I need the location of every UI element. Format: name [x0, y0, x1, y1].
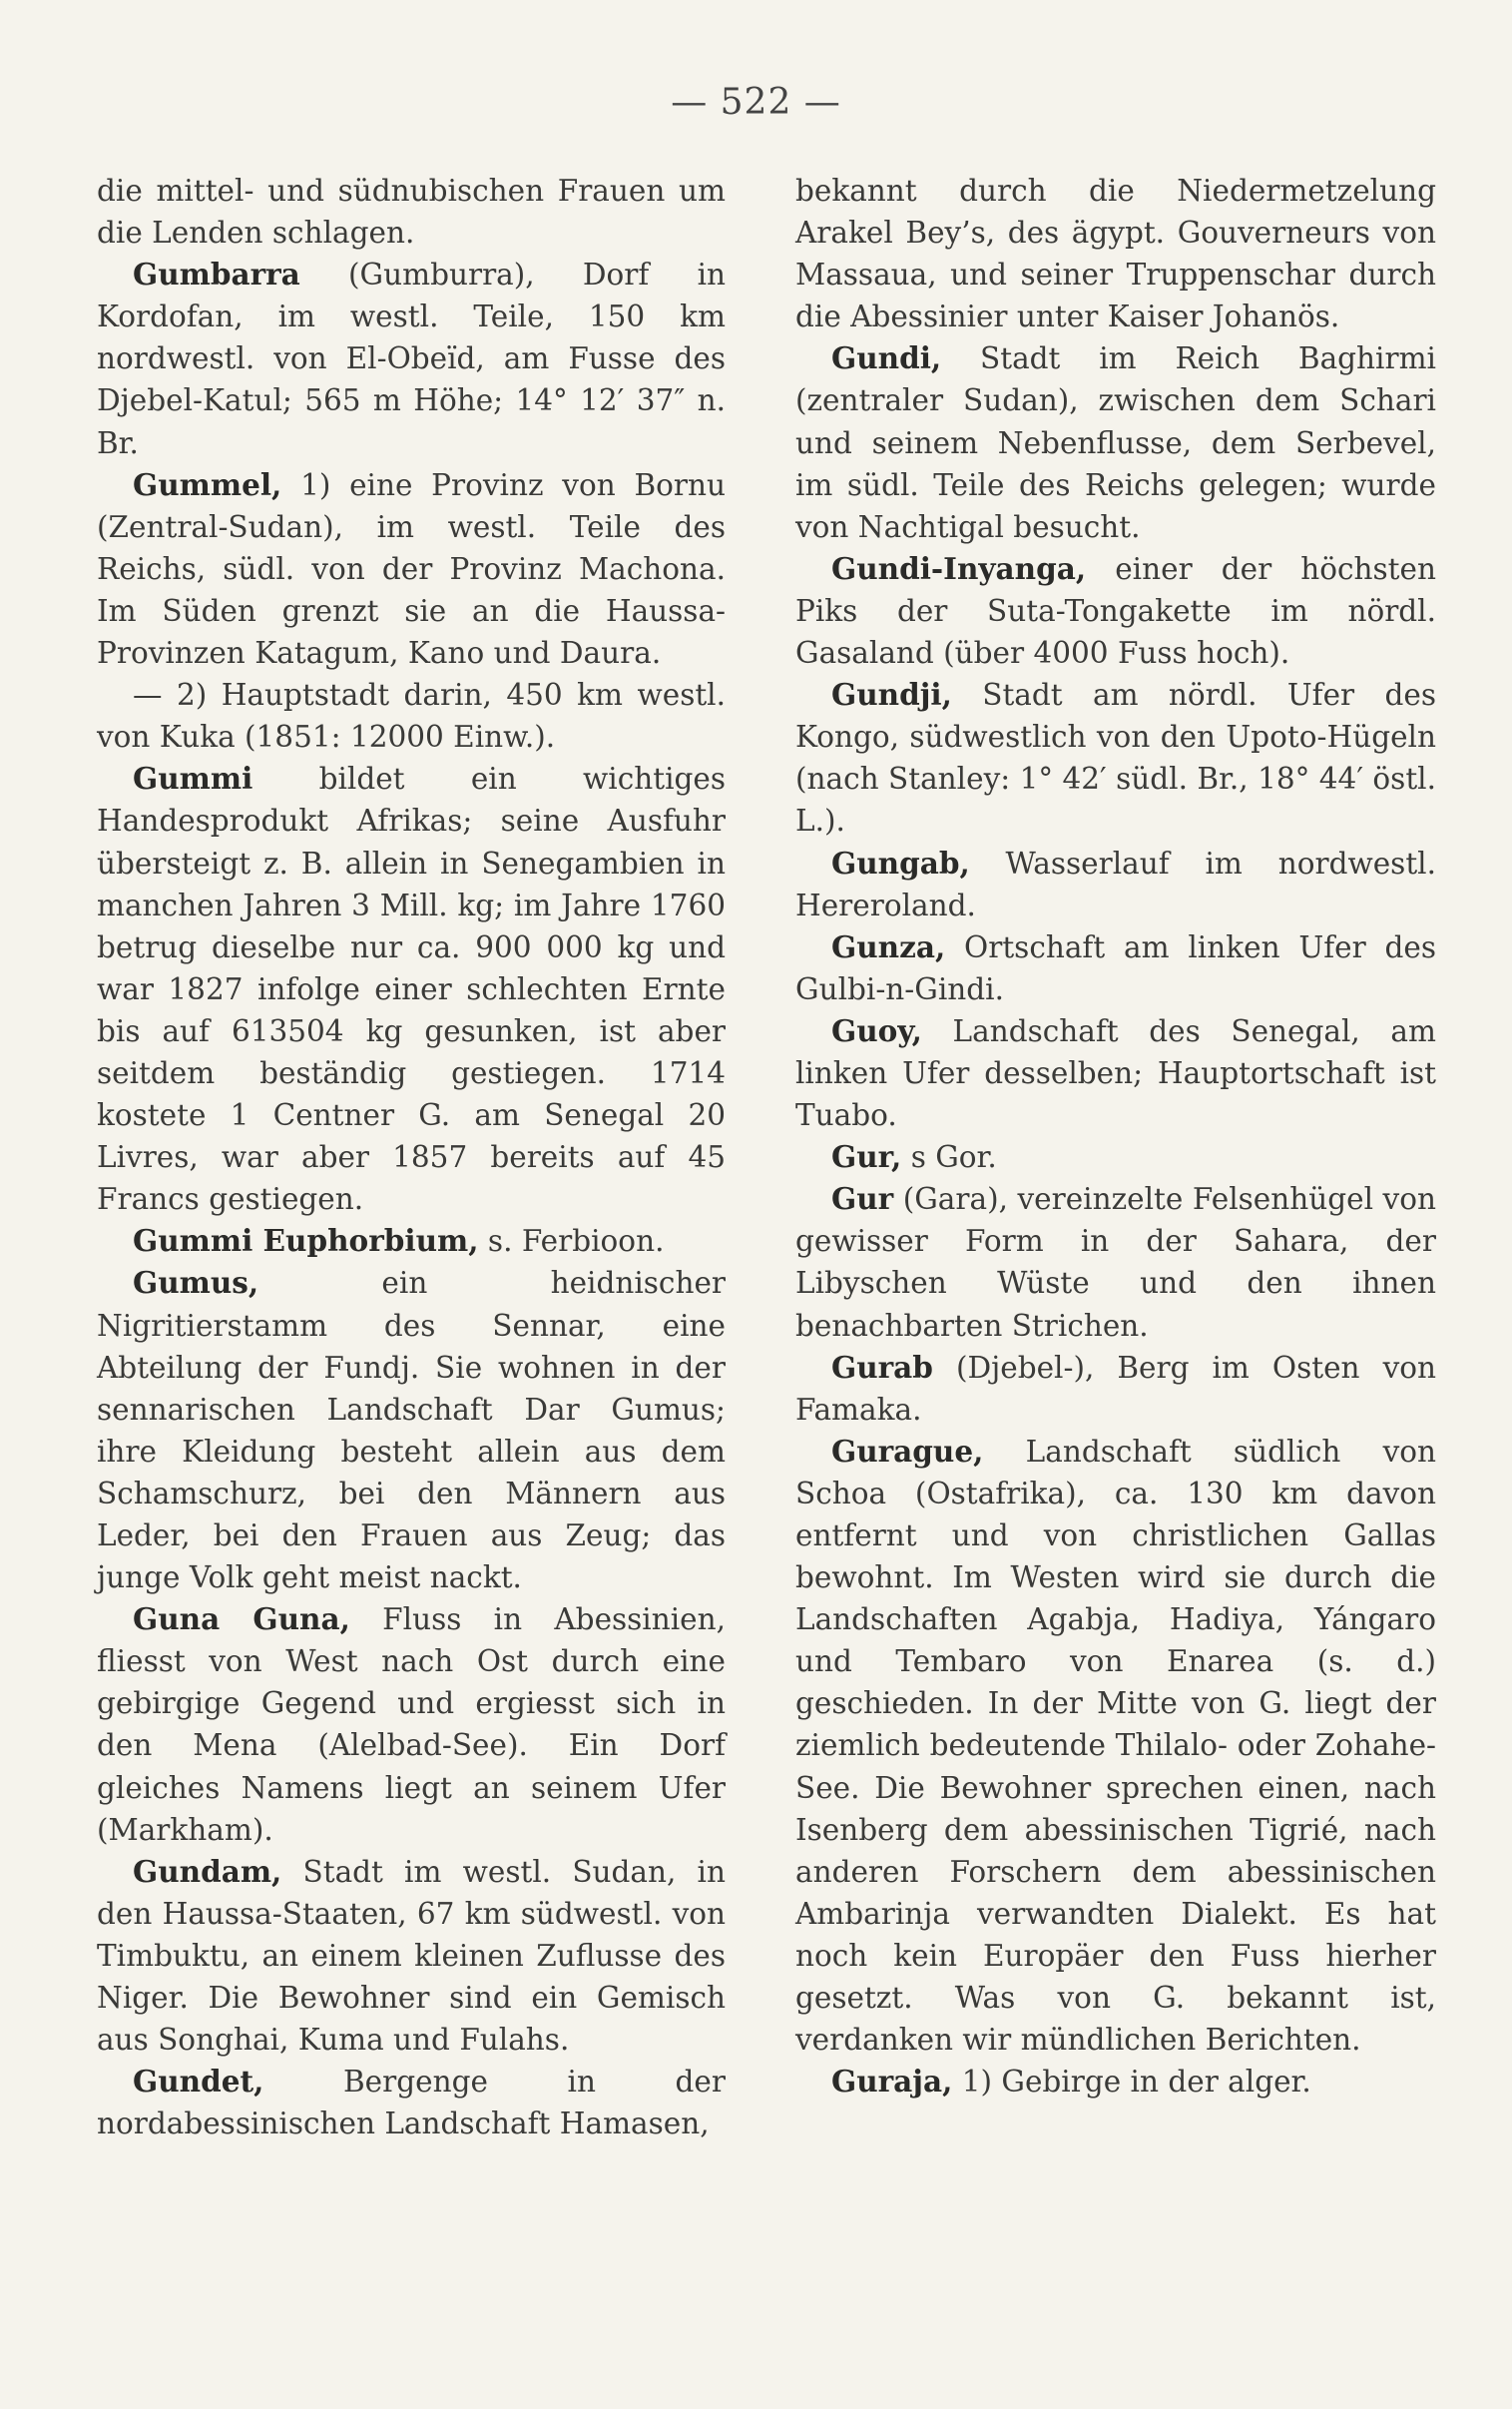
entry-text: Bergenge in der nordabessinischen Landschaft Hamasen, [97, 2065, 726, 2141]
entry-headword: Gumus, [133, 1265, 259, 1301]
dictionary-entry [97, 170, 726, 254]
left-column [97, 170, 726, 2144]
dictionary-entry [795, 1136, 1436, 1178]
dictionary-entry [97, 1598, 726, 1851]
dictionary-entry [97, 2061, 726, 2144]
entry-text: die mittel- und südnubischen Frauen um die Lenden schlagen. [97, 174, 726, 251]
entry-headword: Gummel, [133, 466, 282, 502]
entry-headword: Gundji, [831, 677, 952, 713]
dictionary-entry [97, 758, 726, 1220]
entry-text: (Gara), vereinzelte Felsenhügel von gewisser Form in der Sahara, der Libyschen Wüste und den ihnen benachbarten Strichen. [795, 1182, 1436, 1343]
entry-headword: Gur [831, 1181, 894, 1217]
dictionary-entry [795, 1347, 1436, 1431]
entry-headword: Gunza, [831, 928, 946, 964]
dictionary-entry [795, 170, 1436, 337]
entry-text: bildet ein wichtiges Handesprodukt Afrikas; seine Ausfuhr übersteigt z. B. allein in Senegambien in manchen Jahren 3 Mill. kg; im Jahre 1760 betrug dieselbe nur ca. 900 000 kg und war 1827 infolge einer schlechten Ernte bis auf 613504 kg gesunken, ist aber seitdem beständig gestiegen. 1714 kostete 1 Centner G. am Senegal 20 Livres, war aber 1857 bereits auf 45 Francs gestiegen. [97, 762, 726, 1217]
entry-headword: Gurab [831, 1349, 933, 1385]
dictionary-entry [97, 1262, 726, 1598]
dictionary-entry [795, 674, 1436, 842]
entry-text: Stadt am nördl. Ufer des Kongo, südwestlich von den Upoto-Hügeln (nach Stanley: 1° 42′ südl. Br., 18° 44′ östl. L.). [795, 678, 1436, 839]
entry-text: Landschaft südlich von Schoa (Ostafrika), ca. 130 km davon entfernt und von christlichen Gallas bewohnt. Im Westen wird sie durch die Landschaften Agabja, Hadiya, Yángaro und Tembaro von Enarea (s. d.) geschieden. In der Mitte von G. liegt der ziemlich bedeutende Thilalo- oder Zohahe-See. Die Bewohner sprechen einen, nach Isenberg dem abessinischen Tigrié, nach anderen Forschern dem abessinischen Ambarinja verwandten Dialekt. Es hat noch kein Europäer den Fuss hierher gesetzt. Was von G. bekannt ist, verdanken wir mündlichen Berichten. [795, 1434, 1436, 2058]
dictionary-entry [795, 548, 1436, 674]
entry-text: Wasserlauf im nordwestl. Hereroland. [795, 846, 1436, 922]
dictionary-entry [795, 843, 1436, 926]
entry-text: (Djebel-), Berg im Osten von Famaka. [795, 1350, 1436, 1427]
entry-text: Landschaft des Senegal, am linken Ufer desselben; Hauptortschaft ist Tuabo. [795, 1013, 1436, 1133]
dictionary-entry [97, 254, 726, 463]
entry-headword: Gundam, [133, 1853, 282, 1889]
entry-headword: Gummi [133, 761, 253, 797]
entry-headword: Gundi-Inyanga, [831, 550, 1087, 586]
entry-text: — 2) Hauptstadt darin, 450 km westl. von Kuka (1851: 12000 Einw.). [97, 678, 726, 755]
entry-text: ein heidnischer Nigritierstamm des Sennar, eine Abteilung der Fundj. Sie wohnen in der sennarischen Landschaft Dar Gumus; ihre Kleidung besteht allein aus dem Schamschurz, bei den Männern aus Leder, bei den Frauen aus Zeug; das junge Volk geht meist nackt. [97, 1266, 726, 1595]
entry-headword: Gundi, [831, 340, 942, 376]
dictionary-entry [97, 1220, 726, 1262]
dictionary-entry [97, 1851, 726, 2061]
dictionary-entry [795, 2061, 1436, 2103]
dictionary-entry [795, 1010, 1436, 1136]
entry-headword: Gummi Euphorbium, [133, 1223, 479, 1259]
entry-text: s. Ferbioon. [478, 1224, 665, 1259]
entry-headword: Gundet, [133, 2064, 264, 2100]
entry-text: Stadt im Reich Baghirmi (zentraler Sudan), zwischen dem Schari und seinem Nebenflusse, dem Serbevel, im südl. Teile des Reichs gelegen; wurde von Nachtigal besucht. [795, 341, 1436, 544]
dictionary-entry [795, 1178, 1436, 1346]
dictionary-entry [97, 674, 726, 758]
entry-text: Ortschaft am linken Ufer des Gulbi-n-Gindi. [795, 929, 1436, 1006]
dictionary-entry [795, 926, 1436, 1010]
entry-headword: Gurague, [831, 1433, 984, 1469]
entry-headword: Guoy, [831, 1012, 922, 1048]
entry-text: (Gumburra), Dorf in Kordofan, im westl. Teile, 150 km nordwestl. von El-Obeïd, am Fusse des Djebel-Katul; 565 m Höhe; 14° 12′ 37″ n. Br. [97, 258, 726, 460]
entry-text: s Gor. [901, 1140, 997, 1175]
dictionary-entry [795, 337, 1436, 547]
entry-text: 1) eine Provinz von Bornu (Zentral-Sudan), im westl. Teile des Reichs, südl. von der Provinz Machona. Im Süden grenzt sie an die Haussa-Provinzen Katagum, Kano und Daura. [97, 467, 726, 671]
entry-headword: Gur, [831, 1139, 902, 1175]
entry-text: bekannt durch die Niedermetzelung Arakel Bey’s, des ägypt. Gouverneurs von Massaua, und seiner Truppenschar durch die Abessinier unter Kaiser Johanös. [795, 174, 1436, 334]
entry-text: Stadt im westl. Sudan, in den Haussa-Staaten, 67 km südwestl. von Timbuktu, an einem kleinen Zuflusse des Niger. Die Bewohner sind ein Gemisch aus Songhai, Kuma und Fulahs. [97, 1854, 726, 2058]
entry-headword: Gumbarra [133, 257, 300, 293]
entry-headword: Guraja, [831, 2064, 953, 2100]
entry-text: Fluss in Abessinien, fliesst von West nach Ost durch eine gebirgige Gegend und ergiesst sich in den Mena (Alelbad-See). Ein Dorf gleiches Namens liegt an seinem Ufer (Markham). [97, 1602, 727, 1847]
entry-headword: Guna Guna, [133, 1601, 350, 1637]
right-column [795, 170, 1436, 2103]
dictionary-entry [97, 464, 726, 674]
page-number: — 522 — [671, 82, 841, 123]
entry-text: 1) Gebirge in der alger. [952, 2065, 1311, 2100]
entry-headword: Gungab, [831, 845, 970, 881]
entry-text: einer der höchsten Piks der Suta-Tongakette im nördl. Gasaland (über 4000 Fuss hoch). [795, 551, 1436, 671]
dictionary-entry [795, 1431, 1436, 2061]
